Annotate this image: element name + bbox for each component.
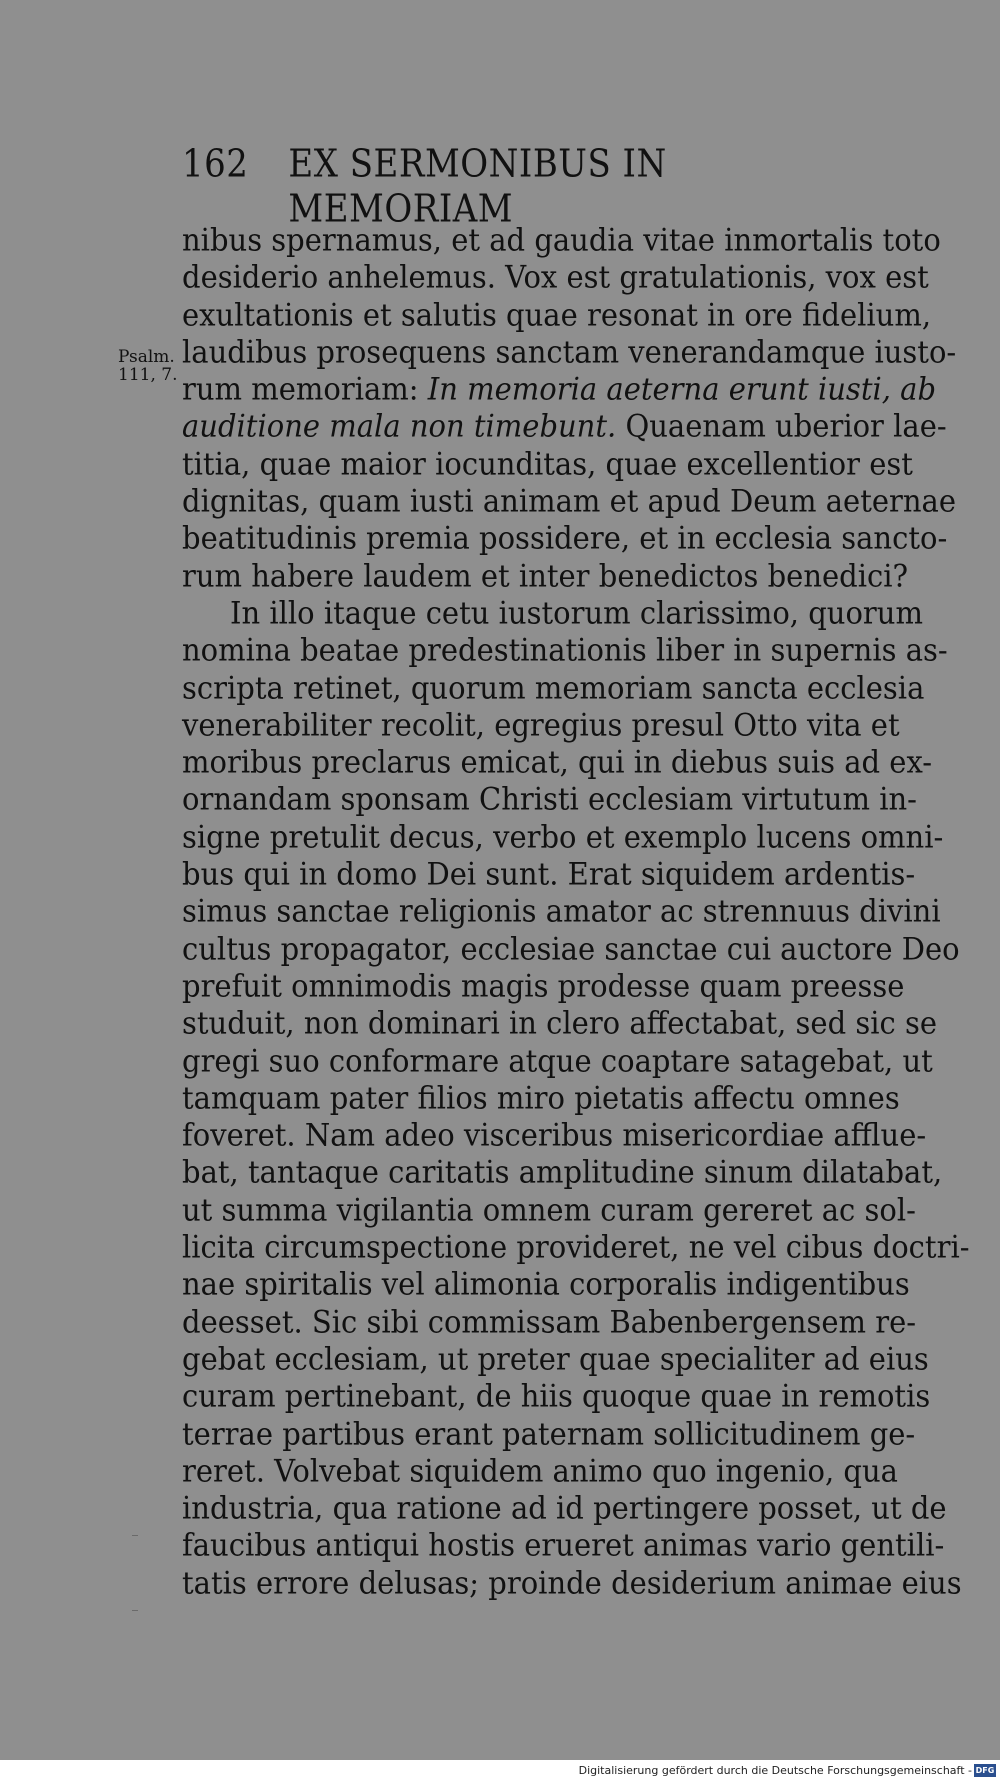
text-line: exultationis et salutis quae resonat in ore fidelium, xyxy=(182,296,932,333)
text-line: foveret. Nam adeo visceribus misericordiae afflue- xyxy=(182,1117,927,1154)
text-line: dignitas, quam iusti animam et apud Deum aeternae xyxy=(182,483,957,520)
text-line: bat, tantaque caritatis amplitudine sinum dilatabat, xyxy=(182,1154,943,1191)
text-line: scripta retinet, quorum memoriam sancta ecclesia xyxy=(182,669,925,706)
running-header xyxy=(182,142,788,232)
scripture-quote: In memoria aeterna erunt iusti, ab xyxy=(427,371,937,408)
text-line: signe pretulit decus, verbo et exemplo lucens omni- xyxy=(182,818,944,855)
dfg-logo-icon: DFG xyxy=(975,1766,995,1775)
text-line: deesset. Sic sibi commissam Babenbergensem re- xyxy=(182,1303,917,1340)
text-line: ornandam sponsam Christi ecclesiam virtutum in- xyxy=(182,781,917,818)
text-line: desiderio anhelemus. Vox est gratulationis, vox est xyxy=(182,259,929,296)
scan-artifact-mark xyxy=(132,1610,138,1611)
text-line: terrae partibus erant paternam sollicitudinem ge- xyxy=(182,1415,916,1452)
text-segment: Quaenam uberior lae- xyxy=(616,408,947,445)
paragraph-end-line: rum habere laudem et inter benedictos benedici? xyxy=(182,557,909,594)
text-line: curam pertinebant, de hiis quoque quae in remotis xyxy=(182,1378,931,1415)
text-line: tamquam pater filios miro pietatis affectu omnes xyxy=(182,1079,900,1116)
text-line: gebat ecclesiam, ut preter quae specialiter ad eius xyxy=(182,1340,929,1377)
text-line: moribus preclarus emicat, qui in diebus suis ad ex- xyxy=(182,744,933,781)
text-line: ut summa vigilantia omnem curam gereret ac sol- xyxy=(182,1191,916,1228)
text-line: nomina beatae predestinationis liber in supernis as- xyxy=(182,632,948,669)
scripture-quote: auditione mala non timebunt. xyxy=(182,408,617,445)
text-line: nibus spernamus, et ad gaudia vitae inmortalis toto xyxy=(182,221,941,258)
digitization-footer xyxy=(0,1760,1000,1782)
text-line: titia, quae maior iocunditas, quae excellentior est xyxy=(182,445,913,482)
margin-note-psalm-ref: 111, 7. xyxy=(118,365,178,385)
text-line: bus qui in domo Dei sunt. Erat siquidem ardentis- xyxy=(182,855,916,893)
running-title: EX SERMONIBUS IN MEMORIAM xyxy=(288,142,667,232)
text-line: beatitudinis premia possidere, et in ecclesia sancto- xyxy=(182,520,948,557)
text-line: gregi suo conformare atque coaptare satagebat, ut xyxy=(182,1042,933,1079)
text-line: industria, qua ratione ad id pertingere posset, ut de xyxy=(182,1490,947,1527)
text-line: studuit, non dominari in clero affectabat, sed sic se xyxy=(182,1005,938,1042)
text-line: cultus propagator, ecclesiae sanctae cui auctore Deo xyxy=(182,930,960,967)
text-line: faucibus antiqui hostis erueret animas vario gentili- xyxy=(182,1527,945,1564)
text-line-with-quote xyxy=(182,370,937,410)
page-number: 162 xyxy=(182,142,249,187)
body-text xyxy=(182,221,970,1602)
text-line: tatis errore delusas; proinde desiderium animae eius xyxy=(182,1564,962,1601)
text-line: venerabiliter recolit, egregius presul Otto vita et xyxy=(182,706,900,743)
scan-artifact-mark xyxy=(132,1535,138,1536)
paragraph-start-line: In illo itaque cetu iustorum clarissimo, quorum xyxy=(230,594,923,631)
funding-credit: Digitalisierung gefördert durch die Deutsche Forschungsgemeinschaft - xyxy=(578,1764,972,1777)
text-line: prefuit omnimodis magis prodesse quam preesse xyxy=(182,967,905,1004)
text-line: simus sanctae religionis amator ac strennuus divini xyxy=(182,893,941,930)
text-line: reret. Volvebat siquidem animo quo ingenio, qua xyxy=(182,1452,898,1489)
text-line: laudibus prosequens sanctam venerandamque iusto- xyxy=(182,333,957,370)
text-segment: rum memoriam: xyxy=(182,371,428,408)
margin-note-psalm-label: Psalm. xyxy=(118,347,175,367)
text-line: licita circumspectione provideret, ne vel cibus doctri- xyxy=(182,1228,970,1265)
text-line: nae spiritalis vel alimonia corporalis indigentibus xyxy=(182,1266,910,1303)
text-line-with-quote xyxy=(182,407,947,447)
